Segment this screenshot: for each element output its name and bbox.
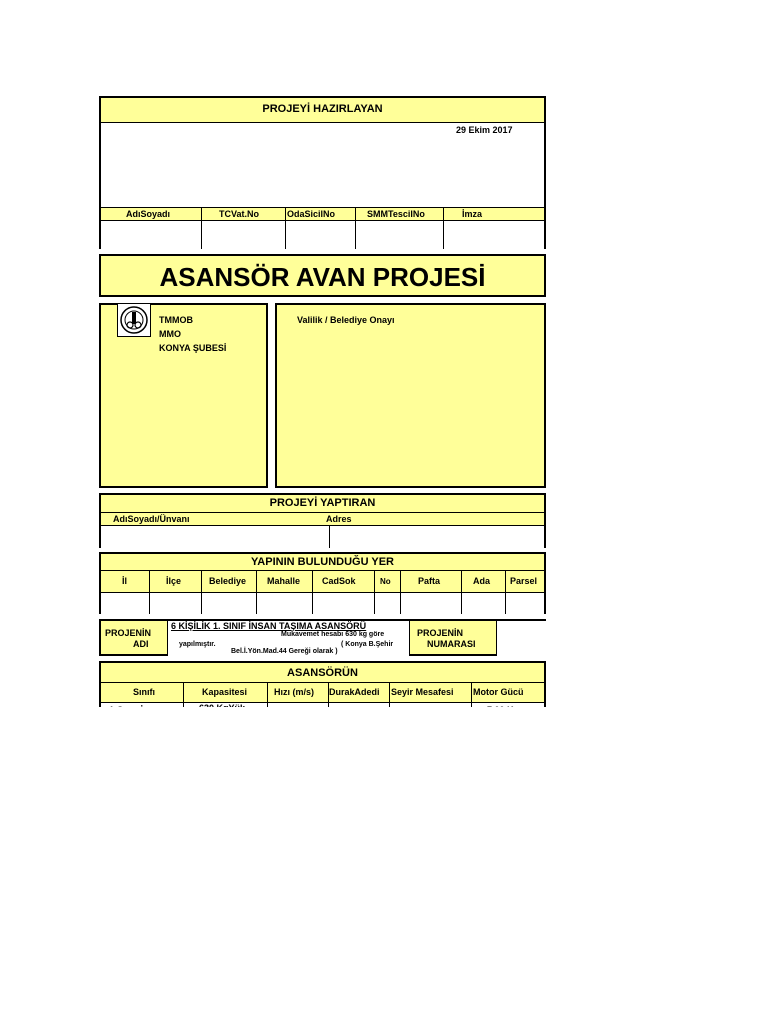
location-col-ada: Ada bbox=[473, 576, 491, 586]
preparer-section bbox=[99, 96, 546, 249]
org-box bbox=[99, 303, 268, 488]
project-note-4: Bel.İ.Yön.Mad.44 Gereği olarak ) bbox=[231, 648, 338, 655]
location-col-ilce: İlçe bbox=[166, 576, 182, 586]
project-name-label-1: PROJENİN bbox=[105, 628, 152, 638]
preparer-date: 29 Ekim 2017 bbox=[456, 125, 513, 135]
location-col-belediye: Belediye bbox=[209, 576, 247, 586]
project-name-value: 6 KİŞİLİK 1. SINIF İNSAN TAŞIMA ASANSÖRÜ bbox=[171, 621, 367, 631]
location-col-pafta: Pafta bbox=[418, 576, 441, 586]
preparer-col-tc: TCVat.No bbox=[219, 209, 260, 219]
preparer-info-area bbox=[101, 123, 544, 207]
project-note-1: Mukavemet hesabı 630 kg göre bbox=[281, 631, 385, 638]
client-section bbox=[99, 493, 546, 548]
elevator-col-class: Sınıfı bbox=[133, 687, 155, 697]
elevator-title: ASANSÖRÜN bbox=[287, 667, 358, 679]
location-col-mahalle: Mahalle bbox=[267, 576, 301, 586]
org-line-2: MMO bbox=[159, 329, 181, 339]
preparer-col-imza: İmza bbox=[462, 209, 483, 219]
project-number-cell bbox=[497, 621, 546, 656]
location-col-no: No bbox=[380, 577, 391, 586]
project-section bbox=[99, 619, 546, 656]
elevator-col-capacity: Kapasitesi bbox=[202, 687, 248, 697]
preparer-col-name: AdıSoyadı bbox=[126, 209, 171, 219]
gear-logo-icon bbox=[118, 304, 150, 336]
main-title-box bbox=[99, 254, 546, 297]
client-value-row bbox=[101, 526, 544, 548]
elevator-section bbox=[99, 661, 546, 713]
location-section bbox=[99, 552, 546, 614]
project-number-label-1: PROJENİN bbox=[417, 628, 464, 638]
location-col-cadsok: CadSok bbox=[322, 576, 356, 586]
project-name-label-2: ADI bbox=[133, 639, 149, 649]
approval-label: Valilik / Belediye Onayı bbox=[297, 315, 395, 325]
elevator-col-motor: Motor Gücü bbox=[473, 687, 524, 697]
elevator-col-stops: DurakAdedi bbox=[329, 687, 380, 697]
project-number-label-2: NUMARASI bbox=[427, 639, 476, 649]
elevator-col-travel: Seyir Mesafesi bbox=[391, 687, 454, 697]
location-col-parsel: Parsel bbox=[510, 576, 538, 586]
approval-box bbox=[275, 303, 546, 488]
project-note-3: ( Konya B.Şehir bbox=[341, 641, 394, 648]
project-note-2: yapılmıştır. bbox=[179, 641, 216, 648]
org-line-1: TMMOB bbox=[159, 315, 193, 325]
mmo-logo bbox=[117, 303, 151, 337]
preparer-col-smm: SMMTescilNo bbox=[367, 209, 425, 219]
client-address-label: Adres bbox=[326, 514, 352, 524]
preparer-title: PROJEYİ HAZIRLAYAN bbox=[262, 103, 383, 115]
org-line-3: KONYA ŞUBESİ bbox=[159, 343, 227, 353]
client-name-label: AdıSoyadı/Ünvanı bbox=[113, 514, 190, 524]
location-value-row bbox=[101, 593, 544, 614]
preparer-col-oda: OdaSicilNo bbox=[287, 209, 336, 219]
location-col-il: İl bbox=[122, 576, 128, 586]
location-title: YAPININ BULUNDUĞU YER bbox=[250, 556, 395, 568]
client-title: PROJEYİ YAPTIRAN bbox=[269, 497, 376, 509]
main-title: ASANSÖR AVAN PROJESİ bbox=[159, 262, 486, 292]
elevator-col-speed: Hızı (m/s) bbox=[274, 687, 315, 697]
